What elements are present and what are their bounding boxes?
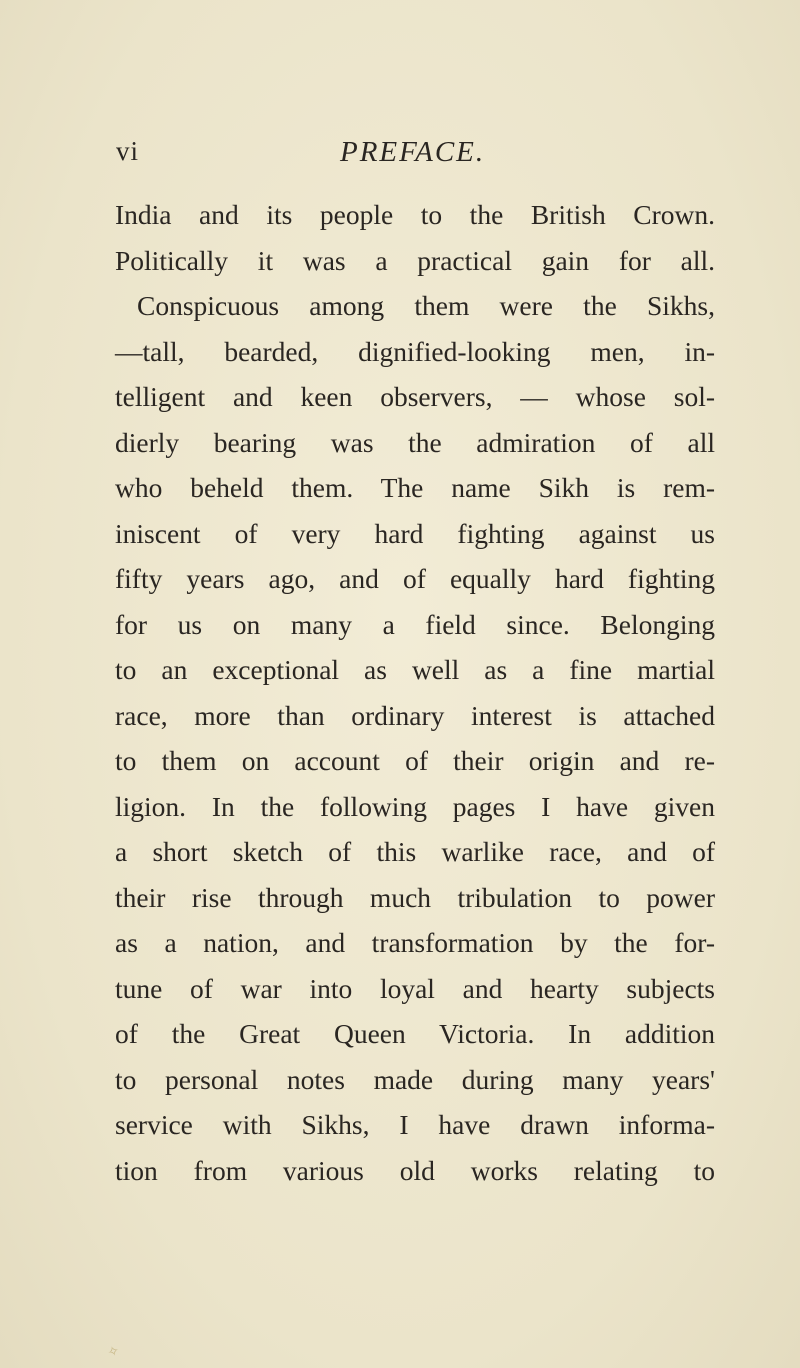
text-line: tion from various old works relating to	[115, 1154, 715, 1186]
body-text	[115, 192, 715, 1193]
text-line: as a nation, and transformation by the for-	[115, 927, 715, 958]
text-line: a short sketch of this warlike race, and of	[115, 836, 715, 867]
text-line: to personal notes made during many years'	[115, 1063, 715, 1095]
text-line: for us on many a field since. Belonging	[115, 608, 715, 640]
text-line: —tall, bearded, dignified-looking men, in-	[115, 335, 715, 367]
text-line: iniscent of very hard fighting against us	[115, 517, 715, 549]
text-line: fifty years ago, and of equally hard fighting	[115, 563, 715, 594]
text-line: service with Sikhs, I have drawn informa-	[115, 1109, 715, 1140]
text-line: race, more than ordinary interest is attached	[115, 699, 715, 731]
text-line: telligent and keen observers, — whose sol-	[115, 381, 715, 412]
running-title: PREFACE.	[340, 136, 486, 168]
text-line: of the Great Queen Victoria. In addition	[115, 1018, 715, 1049]
text-line: India and its people to the British Crown.	[115, 199, 715, 230]
text-line: tune of war into loyal and hearty subjects	[115, 972, 715, 1004]
text-line: their rise through much tribulation to power	[115, 881, 715, 913]
text-line: Politically it was a practical gain for all.	[115, 244, 715, 276]
ink-smudge: ✧	[105, 1343, 122, 1362]
text-line: dierly bearing was the admiration of all	[115, 426, 715, 458]
text-line: who beheld them. The name Sikh is rem-	[115, 472, 715, 503]
text-line: ligion. In the following pages I have given	[115, 790, 715, 822]
page-number: vi	[116, 136, 140, 166]
text-line: to an exceptional as well as a fine martial	[115, 654, 715, 685]
text-line: to them on account of their origin and re-	[115, 745, 715, 776]
running-head	[0, 136, 800, 176]
text-line: Conspicuous among them were the Sikhs,	[137, 290, 715, 321]
